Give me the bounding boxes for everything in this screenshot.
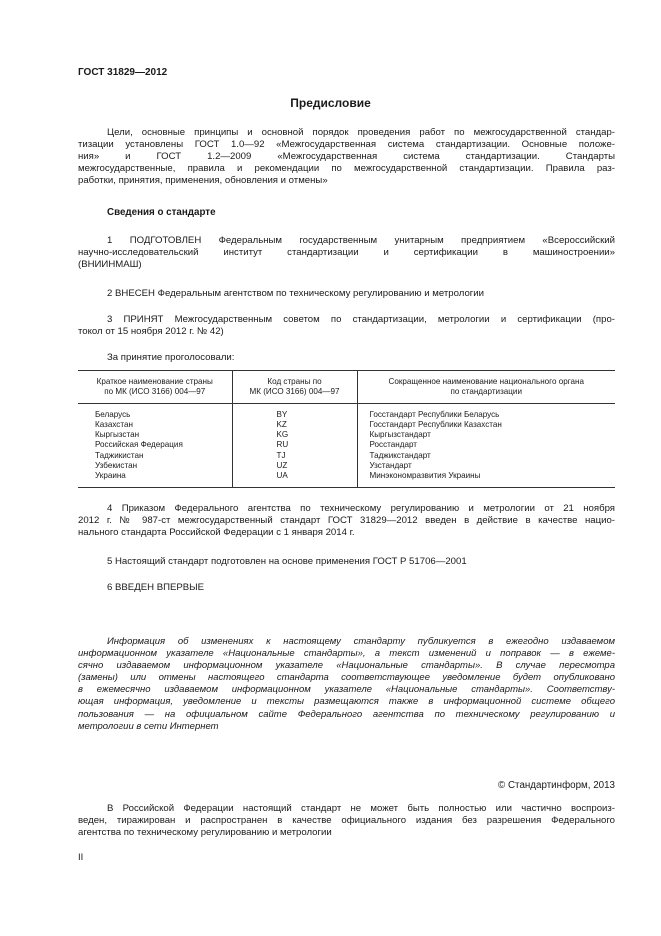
code-cell: KZ <box>232 420 357 430</box>
body-cell: Госстандарт Республики Казахстан <box>369 420 502 430</box>
notice-line: агентства по техническому регулированию и метрологии <box>78 827 332 839</box>
country-cell: Российская Федерация <box>78 440 232 450</box>
code-cell: UZ <box>232 461 357 471</box>
table-row <box>78 471 615 488</box>
code-cell: KG <box>232 430 357 440</box>
body-cell: Кыргызстандарт <box>369 430 431 440</box>
intro-paragraph <box>78 127 615 187</box>
info-line: информационном указателе «Национальные стандарты», а текст изменений и поправок — в ежеме- <box>78 648 615 660</box>
table-row <box>78 404 615 421</box>
table-row <box>78 420 615 430</box>
item-4-line: 2012 г. № 987-ст межгосударственный стандарт ГОСТ 31829—2012 введен в действие в качестве нацио- <box>78 515 615 527</box>
country-cell: Кыргызстан <box>78 430 232 440</box>
item-2-line: 2 ВНЕСЕН Федеральным агентством по техническому регулированию и метрологии <box>107 288 485 299</box>
code-cell: UA <box>232 471 357 488</box>
info-line: ющая информация, уведомление и тексты размещаются также в информационной системе общего <box>78 696 615 708</box>
country-cell: Таджикистан <box>78 451 232 461</box>
notice-line: веден, тиражирован и распространен в качестве официального издания без разрешения Федерального <box>78 815 615 827</box>
country-cell: Казахстан <box>78 420 232 430</box>
item-3-line: 3 ПРИНЯТ Межгосударственным советом по стандартизации, метрологии и сертификации (про- <box>107 314 615 325</box>
intro-line: тизации установлены ГОСТ 1.0—92 «Межгосударственная система стандартизации. Основные положе- <box>78 139 615 151</box>
body-cell: Госстандарт Республики Беларусь <box>369 410 500 420</box>
country-cell: Украина <box>78 471 232 488</box>
code-cell: TJ <box>232 451 357 461</box>
intro-line: межгосударственные, правила и рекомендации по межгосударственной стандартизации. Правила раз- <box>78 163 615 175</box>
page-title: Предисловие <box>290 96 371 110</box>
table-row <box>78 461 615 471</box>
vote-label: За принятие проголосовали: <box>107 352 235 363</box>
info-line: в ежемесячно издаваемом информационном указателе «Национальные стандарты». Соответству- <box>78 684 615 696</box>
intro-line: работки, принятия, применения, обновления и отмены» <box>78 175 328 187</box>
table-row <box>78 451 615 461</box>
intro-line: ния» и ГОСТ 1.2—2009 «Межгосударственная система стандартизации. Стандарты <box>78 151 615 163</box>
notice-line: В Российской Федерации настоящий стандарт не может быть полностью или частично воспроиз- <box>107 803 615 814</box>
item-4-line: 4 Приказом Федерального агентства по техническому регулированию и метрологии от 21 ноября <box>107 503 615 514</box>
item-5-line: 5 Настоящий стандарт подготовлен на основе применения ГОСТ Р 51706—2001 <box>107 556 467 567</box>
table-header-row <box>78 371 615 404</box>
item-2-paragraph <box>78 288 615 300</box>
header-national-body: Сокращенное наименование национального органа по стандартизации <box>357 371 615 404</box>
table-row <box>78 440 615 450</box>
info-line: Информация об изменениях к настоящему стандарту публикуется в ежегодно издаваемом <box>107 636 615 647</box>
info-line: пользования — на официальном сайте Федерального агентства по техническому регулированию и <box>78 708 615 720</box>
item-6-line: 6 ВВЕДЕН ВПЕРВЫЕ <box>107 582 205 593</box>
table-row <box>78 430 615 440</box>
page-number: II <box>78 852 84 863</box>
header-country-code: Код страны по МК (ИСО 3166) 004—97 <box>232 371 357 404</box>
standard-code-header: ГОСТ 31829—2012 <box>78 67 168 78</box>
body-cell: Таджикстандарт <box>369 450 431 460</box>
info-line: (замены) или отмены настоящего стандарта соответствующее уведомление будет опубликовано <box>78 672 615 684</box>
item-4-paragraph <box>78 503 615 539</box>
item-1-paragraph <box>78 235 615 271</box>
item-6-paragraph <box>78 582 615 594</box>
header-country-name: Краткое наименование страны по МК (ИСО 3166) 004—97 <box>78 371 232 404</box>
info-line: метрологии в сети Интернет <box>78 720 219 732</box>
item-4-line: нального стандарта Российской Федерации с 1 января 2014 г. <box>78 527 355 539</box>
intro-line: Цели, основные принципы и основной порядок проведения работ по межгосударственной стандар- <box>107 127 615 138</box>
body-cell: Минэкономразвития Украины <box>369 470 481 480</box>
item-3-paragraph <box>78 314 615 338</box>
item-1-line: (ВНИИНМАШ) <box>78 259 142 271</box>
body-cell: Росстандарт <box>369 440 417 450</box>
amendments-info-paragraph <box>78 636 615 733</box>
country-cell: Беларусь <box>78 404 232 421</box>
item-1-line: научно-исследовательский институт стандартизации и сертификации в машиностроении» <box>78 247 615 259</box>
info-line: сячно издаваемом информационном указателе «Национальные стандарты». В случае пересмотра <box>78 660 615 672</box>
item-3-line: токол от 15 ноября 2012 г. № 42) <box>78 326 224 338</box>
item-1-line: 1 ПОДГОТОВЛЕН Федеральным государственным унитарным предприятием «Всероссийский <box>107 235 615 246</box>
section-title: Сведения о стандарте <box>107 207 216 218</box>
voting-table <box>78 370 615 488</box>
copyright-line: © Стандартинформ, 2013 <box>498 780 615 791</box>
body-cell: Узстандарт <box>369 460 412 470</box>
code-cell: RU <box>232 440 357 450</box>
code-cell: BY <box>232 404 357 421</box>
country-cell: Узбекистан <box>78 461 232 471</box>
item-5-paragraph <box>78 556 615 568</box>
reproduction-notice-paragraph <box>78 803 615 839</box>
